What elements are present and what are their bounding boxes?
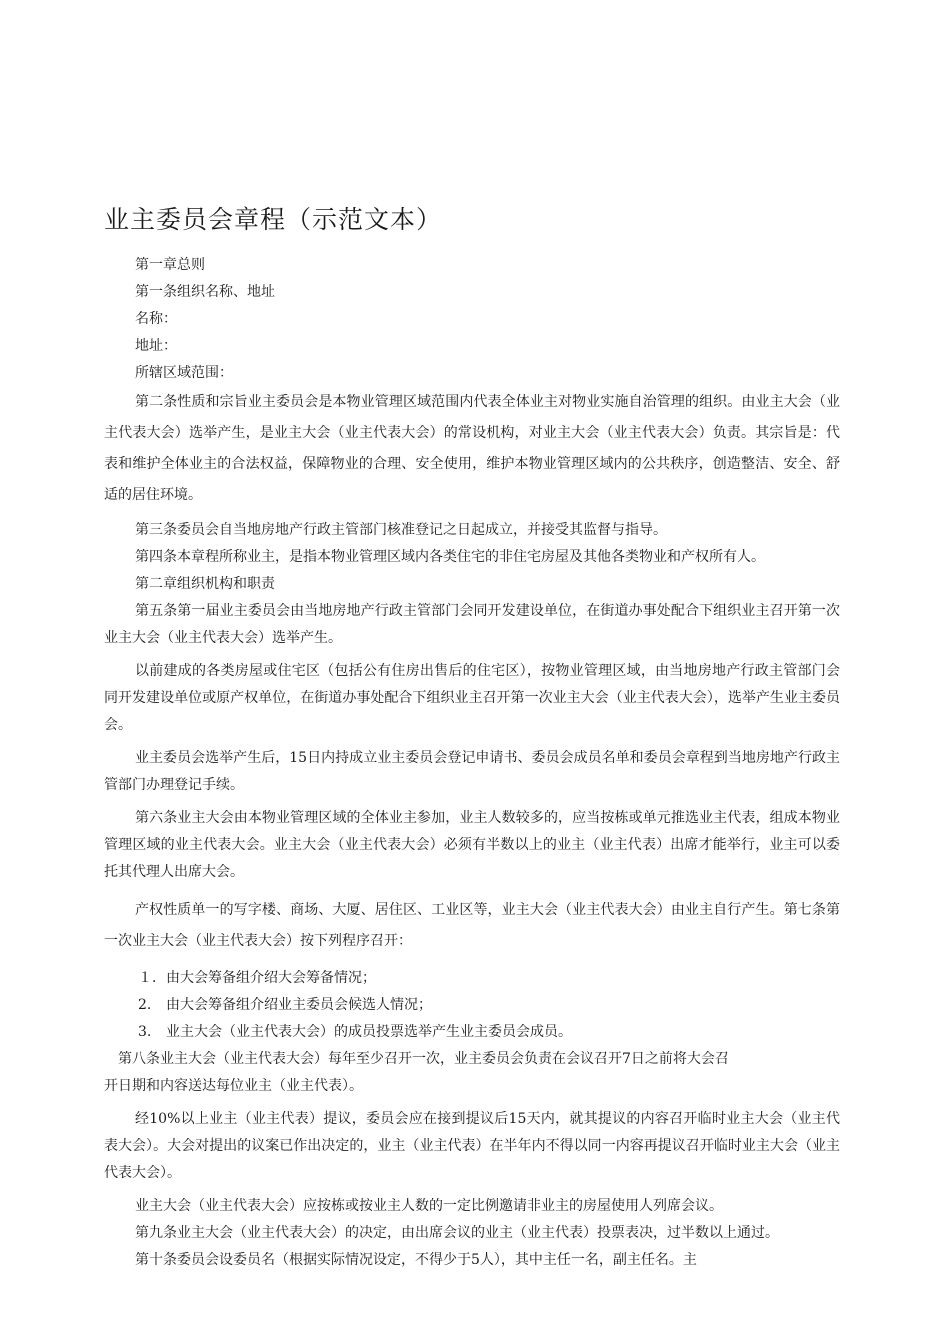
paragraph: 第三条委员会自当地房地产行政主管部门核准登记之日起成立，并接受其监督与指导。 [135,522,667,538]
list-number: 3. [138,1024,152,1040]
list-number: 2. [138,997,152,1013]
paragraph: 第四条本章程所称业主，是指本物业管理区域内各类住宅的非住宅房屋及其他各类物业和产权所有人。 [135,549,765,565]
list-text: 由大会筹备组介绍大会筹备情况； [166,970,376,986]
list-item [104,1019,840,1046]
article-heading: 第一条组织名称、地址 [135,284,275,300]
field-address-label: 地址： [135,338,177,354]
paragraph-line: 开日期和内容送达每位业主（业主代表）。 [104,1078,363,1094]
paragraph: 第二条性质和宗旨业主委员会是本物业管理区域范围内代表全体业主对物业实施自治管理的组织。由业主大会（业主代表大会）选举产生，是业主大会（业主代表大会）的常设机构，对业主大会（业主代表大会）负责。其宗旨是：代表和维护全体业主的合法权益，保障物业的合理、安全使用，维护本物业管理区域内的公共秩序，创造整洁、安全、舒适的居住环境。 [104,394,840,503]
list-number: １． [138,970,166,986]
paragraph: 第六条业主大会由本物业管理区域的全体业主参加，业主人数较多的，应当按栋或单元推选业主代表，组成本物业管理区域的业主代表大会。业主大会（业主代表大会）必须有半数以上的业主（业主代表）出席才能举行，业主可以委托其代理人出席大会。 [104,810,840,880]
field-area-label: 所辖区域范围： [135,365,233,381]
paragraph: 经10%以上业主（业主代表）提议，委员会应在接到提议后15天内，就其提议的内容召开临时业主大会（业主代表大会）。大会对提出的议案已作出决定的，业主（业主代表）在半年内不得以同一内容再提议召开临时业主大会（业主代表大会）。 [104,1111,840,1181]
field-name-label: 名称： [135,311,177,327]
chapter-heading: 第一章总则 [135,257,205,273]
paragraph: 产权性质单一的写字楼、商场、大厦、居住区、工业区等，业主大会（业主代表大会）由业主自行产生。第七条第一次业主大会（业主代表大会）按下列程序召开： [104,902,840,949]
procedure-list [104,965,840,1046]
document-title: 业主委员会章程（示范文本） [104,205,443,234]
chapter-heading: 第二章组织机构和职责 [135,576,275,592]
paragraph: 第十条委员会设委员名（根据实际情况设定，不得少于5人），其中主任一名，副主任名。主 [135,1252,697,1268]
list-item [104,992,840,1019]
list-item [104,965,840,992]
paragraph: 第五条第一届业主委员会由当地房地产行政主管部门会同开发建设单位，在街道办事处配合下组织业主召开第一次业主大会（业主代表大会）选举产生。 [104,603,840,646]
paragraph: 业主委员会选举产生后，15日内持成立业主委员会登记申请书、委员会成员名单和委员会章程到当地房地产行政主管部门办理登记手续。 [104,750,840,793]
paragraph: 以前建成的各类房屋或住宅区（包括公有住房出售后的住宅区），按物业管理区域，由当地房地产行政主管部门会同开发建设单位或原产权单位，在街道办事处配合下组织业主召开第一次业主大会（业主代表大会），选举产生业主委员会。 [104,663,840,733]
paragraph: 业主大会（业主代表大会）应按栋或按业主人数的一定比例邀请非业主的房屋使用人列席会议。 [135,1198,723,1214]
list-text: 由大会筹备组介绍业主委员会候选人情况； [166,997,432,1013]
paragraph: 第九条业主大会（业主代表大会）的决定，由出席会议的业主（业主代表）投票表决，过半数以上通过。 [135,1225,779,1241]
document-body [104,252,840,1274]
list-text: 业主大会（业主代表大会）的成员投票选举产生业主委员会成员。 [166,1024,572,1040]
paragraph-line: 第八条业主大会（业主代表大会）每年至少召开一次，业主委员会负责在会议召开7日之前将大会召 [118,1051,729,1067]
